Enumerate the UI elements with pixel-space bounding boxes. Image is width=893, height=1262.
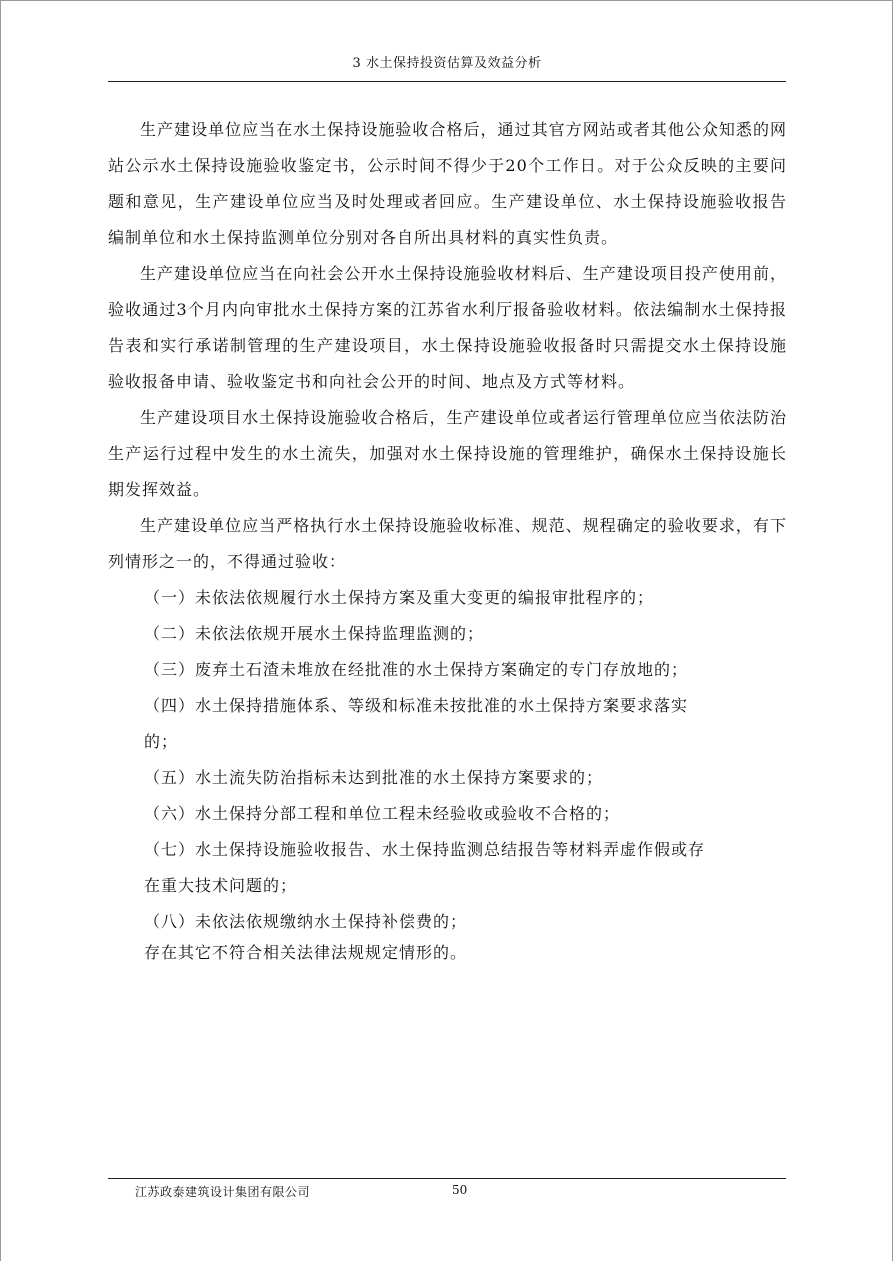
list-item-continuation: 在重大技术问题的； bbox=[144, 876, 298, 895]
paragraph: 生产建设单位应当在向社会公开水土保持设施验收材料后、生产建设项目投产使用前，验收通过3个月内向审批水土保持方案的江苏省水利厅报备验收材料。依法编制水土保持报告表和实行承诺制管理的生产建设项目，水土保持设施验收报备时只需提交水土保持设施验收报备申请、验收鉴定书和向社会公开的时间、地点及方式等材料。 bbox=[108, 264, 787, 391]
list-item-continuation: 的； bbox=[144, 732, 179, 751]
page-number: 50 bbox=[452, 1183, 468, 1197]
paragraph: 生产建设单位应当严格执行水土保持设施验收标准、规范、规程确定的验收要求，有下列情形之一的，不得通过验收： bbox=[108, 516, 787, 571]
list-item: （七）水土保持设施验收报告、水土保持监测总结报告等材料弄虚作假或存 bbox=[144, 840, 706, 859]
footer-company-name: 江苏政泰建筑设计集团有限公司 bbox=[135, 1185, 311, 1199]
closing-line: 存在其它不符合相关法律法规规定情形的。 bbox=[144, 943, 468, 962]
list-item: （二）未依法依规开展水土保持监理监测的； bbox=[144, 624, 485, 643]
list-item: （三）废弃土石渣未堆放在经批准的水土保持方案确定的专门存放地的； bbox=[144, 660, 689, 679]
list-item: （八）未依法依规缴纳水土保持补偿费的； bbox=[144, 912, 468, 931]
header-divider bbox=[108, 81, 786, 82]
page-header-title: 3 水土保持投资估算及效益分析 bbox=[352, 56, 542, 71]
list-item: （六）水土保持分部工程和单位工程未经验收或验收不合格的； bbox=[144, 804, 621, 823]
paragraph: 生产建设单位应当在水土保持设施验收合格后，通过其官方网站或者其他公众知悉的网站公示水土保持设施验收鉴定书，公示时间不得少于20个工作日。对于公众反映的主要问题和意见，生产建设单位应当及时处理或者回应。生产建设单位、水土保持设施验收报告编制单位和水土保持监测单位分别对各自所出具材料的真实性负责。 bbox=[108, 120, 787, 247]
document-body bbox=[108, 112, 787, 966]
list-item: （五）水土流失防治指标未达到批准的水土保持方案要求的； bbox=[144, 768, 604, 787]
list-item: （一）未依法依规履行水土保持方案及重大变更的编报审批程序的； bbox=[144, 588, 655, 607]
footer-divider bbox=[108, 1178, 786, 1179]
paragraph: 生产建设项目水土保持设施验收合格后，生产建设单位或者运行管理单位应当依法防治生产运行过程中发生的水土流失，加强对水土保持设施的管理维护，确保水土保持设施长期发挥效益。 bbox=[108, 408, 787, 499]
list-item: （四）水土保持措施体系、等级和标准未按批准的水土保持方案要求落实 bbox=[144, 696, 689, 715]
